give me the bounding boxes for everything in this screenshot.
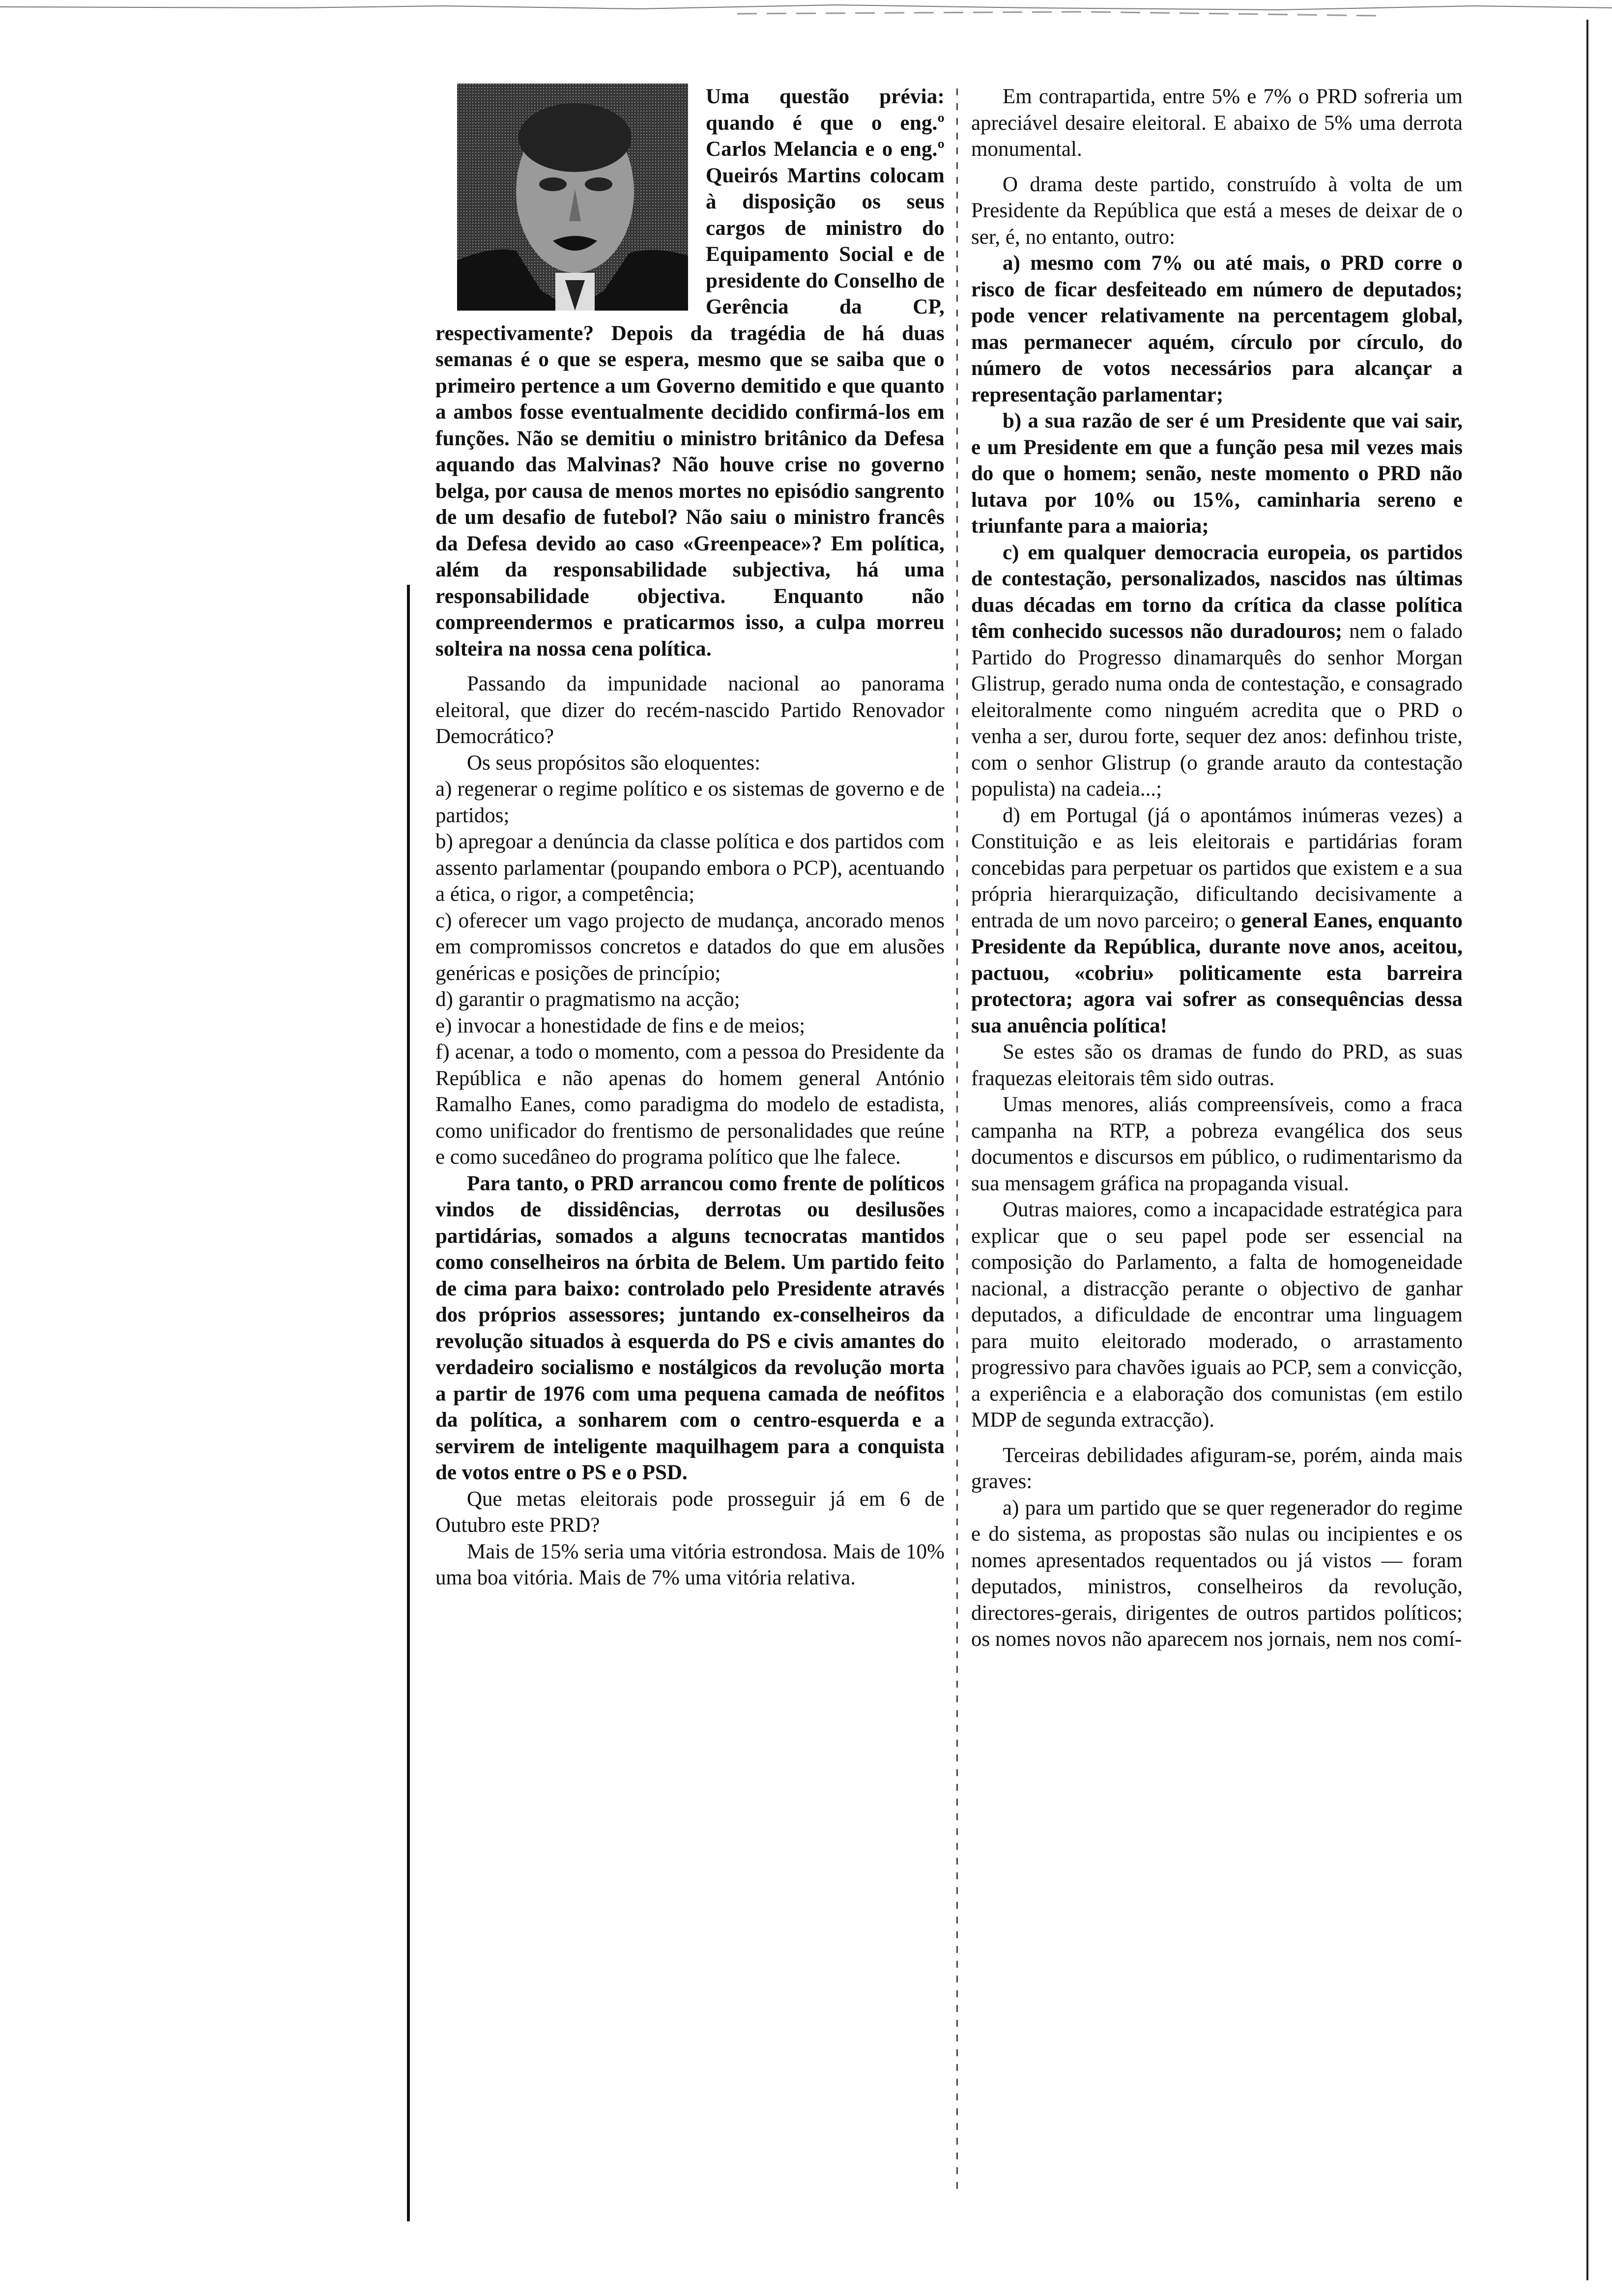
list-item: f) acenar, a todo o momento, com a pessoa do Presidente da República e não apenas do homem general António Ramalho Eanes, como paradigma do modelo de estadista, como unificador do frentismo de personalidades que reúne e como sucedâneo do programa político que lhe falece. [435,1040,945,1169]
list-item: a) regenerar o regime político e os sistemas de governo e de partidos; [435,777,945,827]
paragraph: Se estes são os dramas de fundo do PRD, as suas fraquezas eleitorais têm sido outras. [971,1040,1463,1090]
paragraph-bold: Para tanto, o PRD arrancou como frente de políticos vindos de dissidências, derrotas ou desilusões partidárias, somados a alguns tecnocratas mantidos como conselheiros na órbita de Belem. Um partido feito de cima para baixo: controlado pelo Presidente através dos próprios assessores; juntando ex-conselheiros da revolução situados à esquerda do PS e civis amantes do verdadeiro socialismo e nostálgicos da revolução morta a partir de 1976 com uma pequena camada de neófitos da política, a sonharem com o centro-esquerda e a servirem de inteligente maquilhagem para a conquista de votos entre o PS e o PSD. [435,1172,945,1484]
column-divider [956,88,958,2192]
list-item [971,803,1463,1039]
list-item-bold-part: c) em qualquer democracia europeia, os partidos de contestação, personalizados, nascidos nas últimas duas décadas em torno da crítica da classe política têm conhecido sucessos não duradouros; [971,541,1463,643]
list-item-bold: b) a sua razão de ser é um Presidente que vai sair, e um Presidente em que a função pesa mil vezes mais do que o homem; senão, neste momento o PRD não lutava por 10% ou 15%, caminharia sereno e triunfante para a maioria; [971,409,1463,538]
list-item-normal-part: d) em Portugal (já o apontámos inúmeras vezes) a Constituição e as leis eleitorais e partidárias foram concebidas para perpetuar os partidos que existem e a sua própria hierarquização, dificultando decisivamente a entrada de um novo parceiro; o [971,804,1463,932]
list-item: b) apregoar a denúncia da classe política e dos partidos com assento parlamentar (poupando embora o PCP), acentuando a ética, o rigor, a competência; [435,830,945,906]
page-right-edge [1586,20,1588,2280]
paragraph: Umas menores, aliás compreensíveis, como a fraca campanha na RTP, a pobreza evangélica dos seus documentos e discursos em público, o rudimentarismo da sua mensagem gráfica na propaganda visual. [971,1093,1463,1195]
paragraph: Passando da impunidade nacional ao panorama eleitoral, que dizer do recém-nascido Partido Renovador Democrático? [435,672,945,748]
paragraph: Outras maiores, como a incapacidade estratégica para explicar que o seu papel pode ser essencial na composição do Parlamento, a falta de homogeneidade nacional, a distracção perante o objectivo de ganhar deputados, a dificuldade de encontrar uma linguagem para muito eleitorado moderado, o arrastamento progressivo para chavões iguais ao PCP, sem a convicção, a experiência e a elaboração dos comunistas (em estilo MDP de segunda extracção). [971,1198,1463,1432]
left-column [435,84,945,1591]
lead-conclusion: Em política, além da responsabilidade subjectiva, há uma responsabilidade objectiva. Enquanto não compreendermos e praticarmos isso, a culpa morreu solteira na nossa cena política. [435,532,945,660]
paragraph: Em contrapartida, entre 5% e 7% o PRD sofreria um apreciável desaire eleitoral. E abaixo de 5% uma derrota monumental. [971,85,1463,161]
list-item: a) para um partido que se quer regenerador do regime e do sistema, as propostas são nulas ou incipientes e os nomes apresentados requentados ou já vistos — foram deputados, ministros, conselheiros da revolução, directores-gerais, dirigentes de outros partidos políticos; os nomes novos não aparecem nos jornais, nem nos comí- [971,1496,1463,1651]
paragraph: Terceiras debilidades afiguram-se, porém, ainda mais graves: [971,1443,1463,1493]
portrait-photo-icon [457,84,688,311]
list-item [971,540,1463,803]
list-item: e) invocar a honestidade de fins e de meios; [435,1014,806,1037]
paragraph: O drama deste partido, construído à volta de um Presidente da República que está a meses de deixar de o ser, é, no entanto, outro: [971,172,1463,249]
lead-text: Uma questão prévia: quando é que o eng.º Carlos Melancia e o eng.º Queirós Martins colocam à disposição os seus cargos de ministro do Equipamento Social e de presidente do Conselho de Gerência da CP, respectivamente? Depois da tragédia de há duas semanas é o que se espera, mesmo que se saiba que o primeiro pertence a um Governo demitido e que quanto a ambos fosse eventualmente decidido confirmá-los em funções. Não se demitiu o ministro britânico da Defesa aquando das Malvinas? Não houve crise no governo belga, por causa de menos mortes no episódio sangrento de um desafio de futebol? Não saiu o ministro francês da Defesa devido ao caso «Greenpeace»? [435,85,945,555]
paragraph: Mais de 15% seria uma vitória estrondosa. Mais de 10% uma boa vitória. Mais de 7% uma vitória relativa. [435,1540,945,1589]
list-item: c) oferecer um vago projecto de mudança, ancorado menos em compromissos concretos e datados do que em alusões genéricas e posições de princípio; [435,909,945,985]
list-item: d) garantir o pragmatismo na acção; [435,988,740,1011]
left-margin-rule [407,585,410,2221]
list-item-bold: a) mesmo com 7% ou até mais, o PRD corre o risco de ficar desfeiteado em número de deputados; pode vencer relativamente na percentagem global, mas permanecer aquém, círculo por círculo, do número de votos necessários para alcançar a representação parlamentar; [971,252,1463,406]
paragraph: Os seus propósitos são eloquentes: [467,751,761,775]
scan-top-edge-noise [0,3,1612,20]
right-column [971,84,1463,1653]
paragraph: Que metas eleitorais pode prosseguir já em 6 de Outubro este PRD? [435,1487,945,1537]
list-item-bold-part: general Eanes, enquanto Presidente da República, durante nove anos, aceitou, pactuou, «cobriu» politicamente esta barreira protectora; agora vai sofrer as consequências dessa sua anuência política! [971,909,1463,1037]
portrait-photo [457,84,688,311]
list-item-normal-part: nem o falado Partido do Progresso dinamarquês do senhor Morgan Glistrup, gerado numa onda de contestação, e consagrado eleitoralmente como ninguém acredita que o PRD o venha a ser, durou forte, sequer dez anos: definhou triste, com o senhor Glistrup (o grande arauto da contestação populista) na cadeia...; [971,620,1463,801]
